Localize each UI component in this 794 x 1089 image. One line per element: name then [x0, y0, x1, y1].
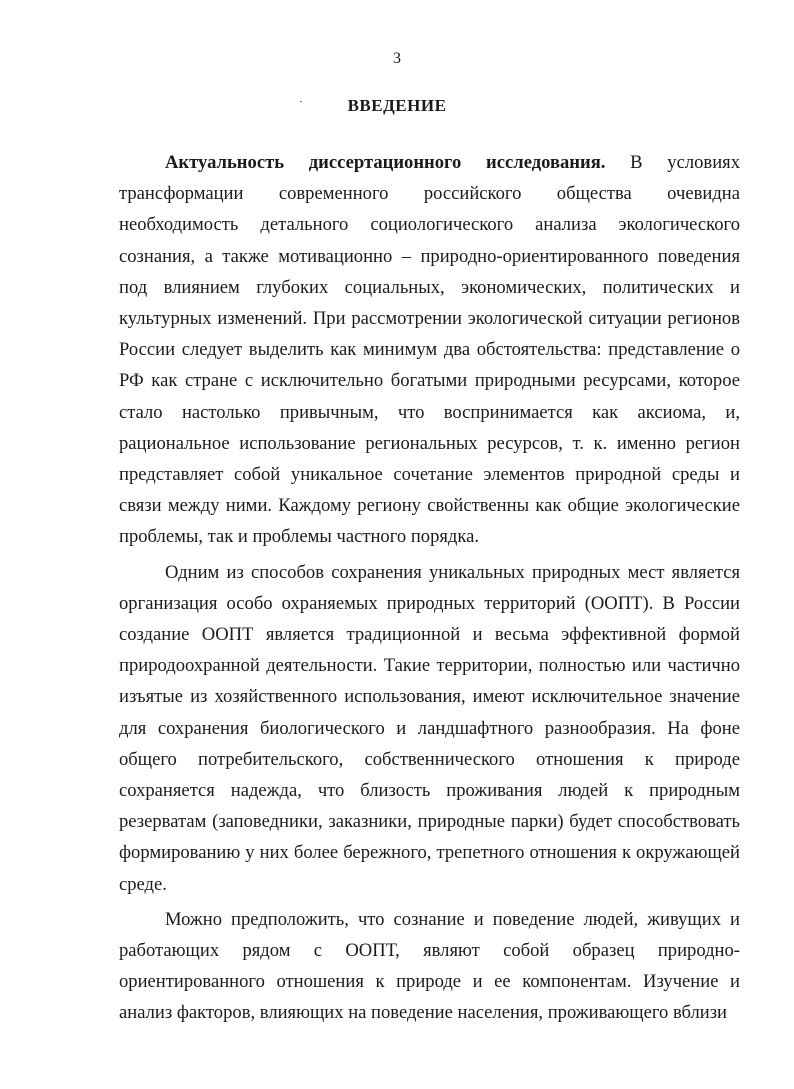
body-text: [119, 147, 740, 1029]
paragraph-text: В условиях трансформации современного российского общества очевидна необходимость детального социологического анализа экологического сознания, а также мотивационно – природно-ориентированного поведения под влиянием глубоких социальных, экономических, политических и культурных изменений. При рассмотрении экологической ситуации регионов России следует выделить как минимум два обстоятельства: представление о РФ как стране с исключительно богатыми природными ресурсами, которое стало настолько привычным, что воспринимается как аксиома, и, рациональное использование региональных ресурсов, т. к. именно регион представляет собой уникальное сочетание элементов природной среды и связи между ними. Каждому региону свойственны как общие экологические проблемы, так и проблемы частного порядка.: [119, 152, 740, 548]
paragraph-relevance: [119, 147, 740, 553]
paragraph-lead: Актуальность диссертационного исследования.: [165, 152, 606, 173]
paragraph-hypothesis: Можно предположить, что сознание и поведение людей, живущих и работающих рядом с ООПТ, являют собой образец природно-ориентированного отношения к природе и ее компонентам. Изучение и анализ факторов, влияющих на поведение населения, проживающего вблизи: [119, 908, 740, 1024]
paragraph-protected-areas: Одним из способов сохранения уникальных природных мест является организация особо охраняемых природных территорий (ООПТ). В России создание ООПТ является традиционной и весьма эффективной формой природоохранной деятельности. Такие территории, полностью или частично изъятые из хозяйственного использования, имеют исключительное значение для сохранения биологического и ландшафтного разнообразия. На фоне общего потребительского, собственнического отношения к природе сохраняется надежда, что близость проживания людей к природным резерватам (заповедники, заказники, природные парки) будет способствовать формированию у них более бережного, трепетного отношения к окружающей среде.: [119, 561, 740, 895]
section-heading: ВВЕДЕНИЕ: [347, 96, 447, 115]
page-number: 3: [393, 50, 401, 67]
